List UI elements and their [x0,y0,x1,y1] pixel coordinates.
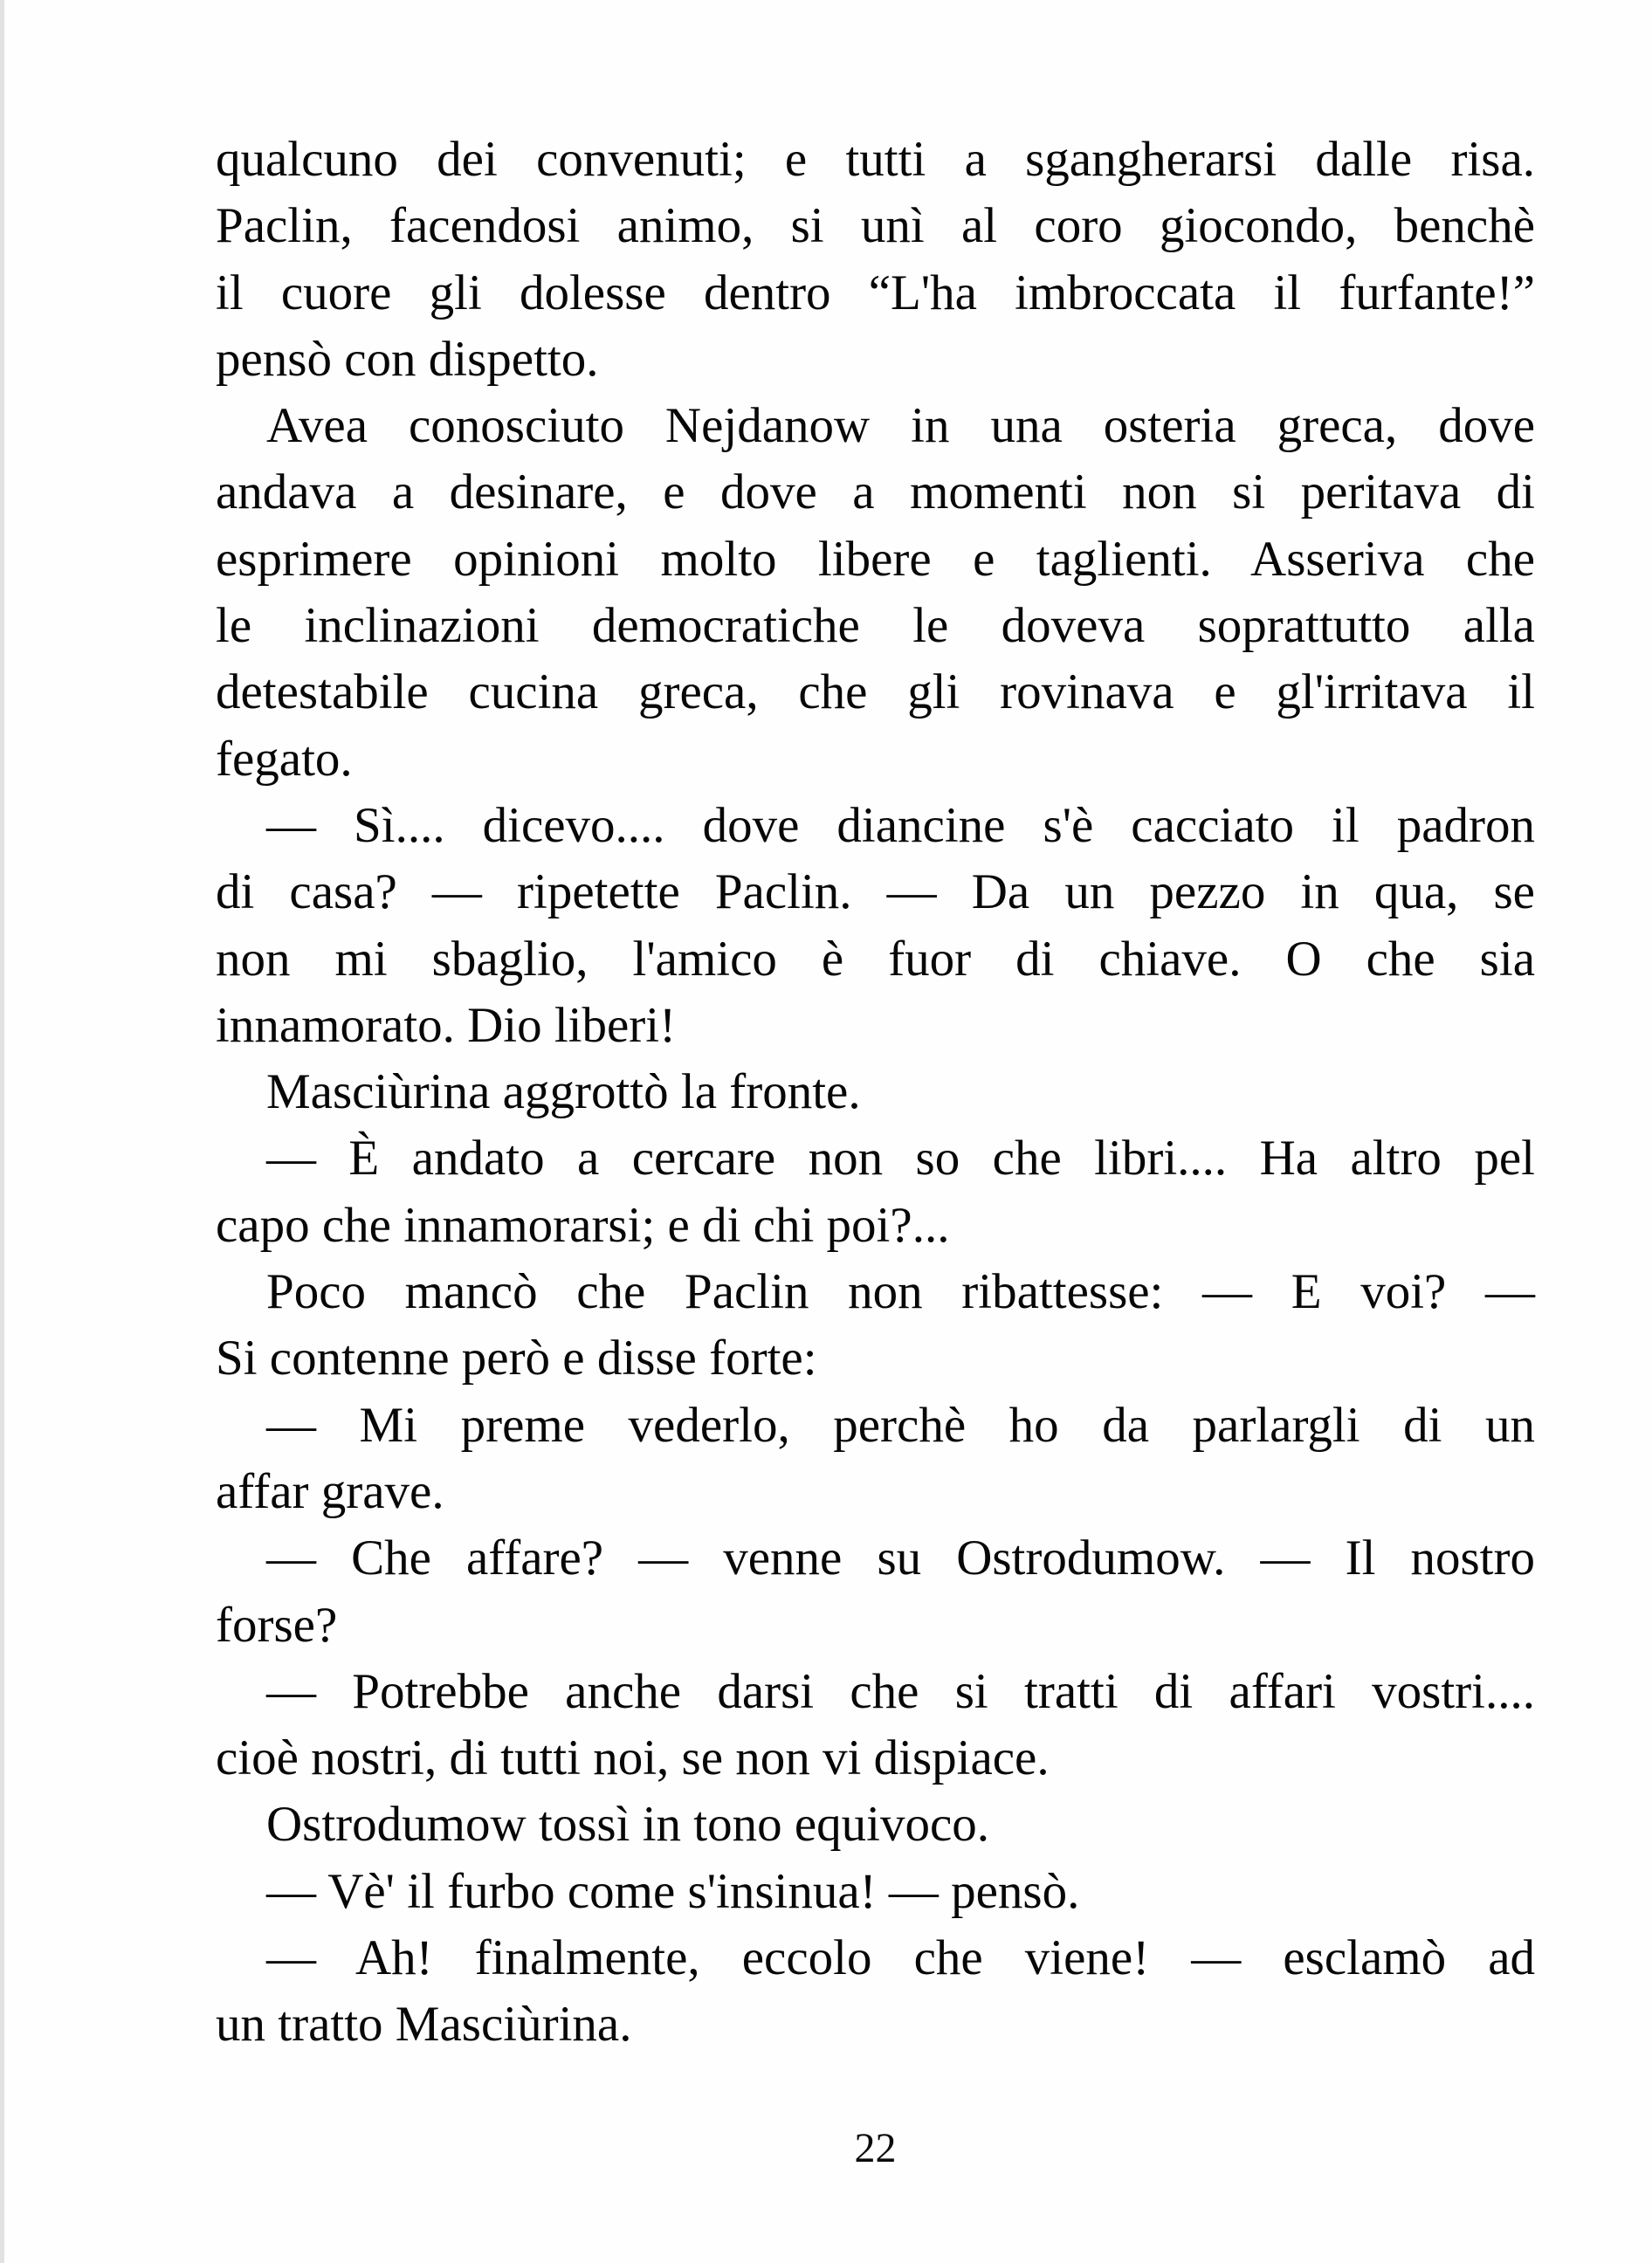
text-line: Paclin, facendosi animo, si unì al coro giocondo, benchè [216,198,1535,254]
text-line: di casa? — ripetette Paclin. — Da un pezzo in qua, se [216,864,1535,920]
paragraph [216,1059,1535,1125]
text-line: — Potrebbe anche darsi che si tratti di affari vostri.... [266,1663,1535,1719]
paragraph [216,1525,1535,1659]
text-line: Ostrodumow tossì in tono equivoco. [266,1797,990,1853]
paragraph [216,793,1535,1059]
text-line: cioè nostri, di tutti noi, se non vi dispiace. [216,1730,1050,1786]
paragraph [216,1859,1535,1925]
text-line: andava a desinare, e dove a momenti non si peritava di [216,464,1535,520]
text-line: pensò con dispetto. [216,331,599,387]
text-line: innamorato. Dio liberi! [216,997,677,1053]
text-line: Poco mancò che Paclin non ribattesse: — E voi? — [266,1264,1535,1320]
paragraph [216,393,1535,793]
text-line: fegato. [216,731,353,787]
text-line: qualcuno dei convenuti; e tutti a sgangherarsi dalle risa. [216,132,1535,187]
paragraph [216,1393,1535,1526]
text-line: il cuore gli dolesse dentro “L'ha imbroccata il furfante!” [216,265,1535,320]
text-line: non mi sbaglio, l'amico è fuor di chiave. O che sia [216,931,1535,987]
page-text-block [216,127,1535,2059]
text-line: capo che innamorarsi; e di chi poi?... [216,1197,950,1253]
text-line: affar grave. [216,1463,444,1519]
paragraph [216,1125,1535,1259]
paragraph [216,1925,1535,2059]
text-line: — Mi preme vederlo, perchè ho da parlargli di un [266,1397,1535,1453]
text-line: un tratto Masciùrina. [216,1997,632,2053]
text-line: detestabile cucina greca, che gli rovinava e gl'irritava il [216,664,1535,720]
text-line: — Che affare? — venne su Ostrodumow. — Il nostro [266,1530,1535,1586]
scan-edge-artifact [0,0,4,2263]
text-line: Si contenne però e disse forte: [216,1331,817,1386]
paragraph [216,1259,1535,1393]
text-line: le inclinazioni democratiche le doveva soprattutto alla [216,598,1535,654]
text-line: — Sì.... dicevo.... dove diancine s'è cacciato il padron [266,797,1535,853]
page-number: 22 [854,2125,897,2171]
text-line: Avea conosciuto Nejdanow in una osteria greca, dove [266,398,1535,454]
text-line: forse? [216,1597,338,1653]
text-line: esprimere opinioni molto libere e taglienti. Asseriva che [216,531,1535,587]
text-line: — Vè' il furbo come s'insinua! — pensò. [266,1863,1080,1919]
text-line: — Ah! finalmente, eccolo che viene! — esclamò ad [266,1930,1535,1986]
text-line: Masciùrina aggrottò la fronte. [266,1064,861,1120]
paragraph [216,1792,1535,1858]
text-line: — È andato a cercare non so che libri.... Ha altro pel [266,1131,1535,1187]
paragraph [216,1659,1535,1792]
paragraph [216,127,1535,393]
